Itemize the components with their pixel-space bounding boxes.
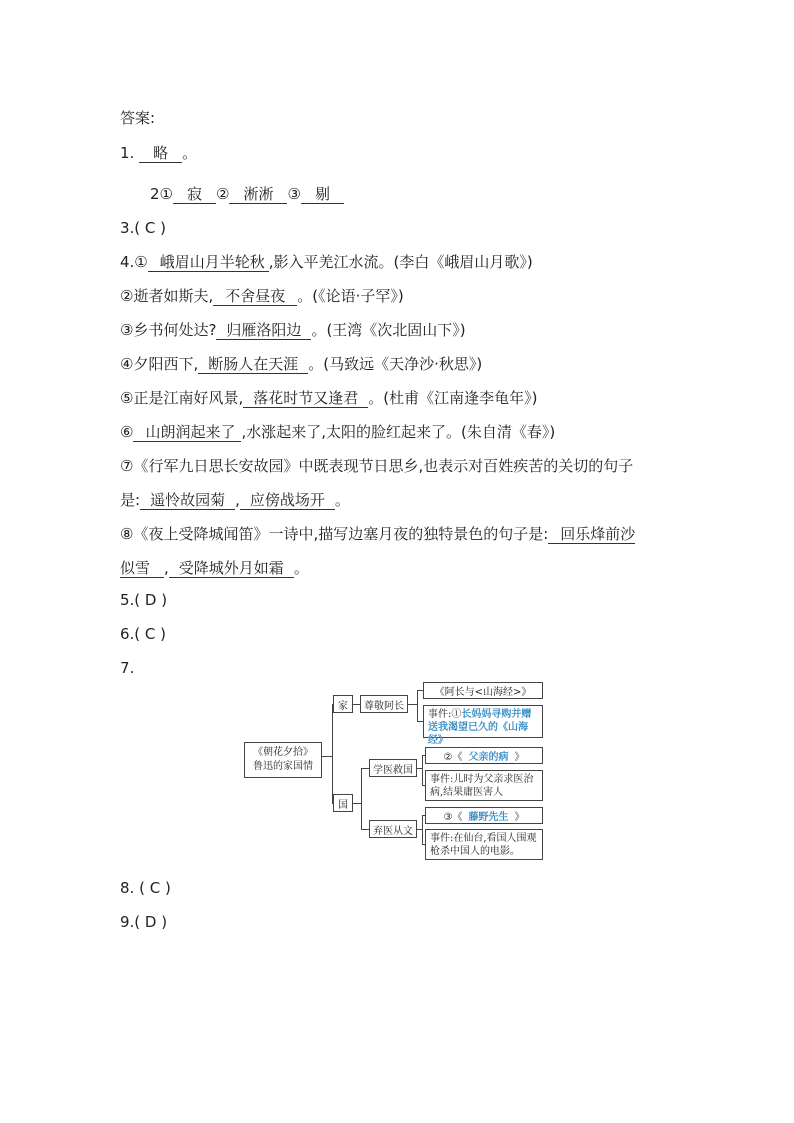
b2-highlight: 长妈妈寻购并赠送我渴望已久的《山海经》 — [428, 709, 532, 746]
q1-end: 。 — [182, 144, 198, 162]
q2-answer-3: 剔 — [301, 186, 344, 204]
q2-marker-3: ③ — [287, 185, 301, 203]
q4-l6-suffix: ,水涨起来了,太阳的脸红起来了。(朱自清《春》) — [241, 423, 556, 441]
q4-l10-answer-1: 似雪 — [120, 560, 164, 578]
q4-l9-prefix: ⑧《夜上受降城闻笛》一诗中,描写边塞月夜的独特景色的句子是: — [120, 525, 549, 543]
root-vertical — [332, 704, 333, 803]
q4-l5-prefix: ⑤正是江南好风景, — [120, 389, 244, 407]
q2-answer-2: 淅淅 — [229, 186, 287, 204]
b3-suffix: 》 — [514, 752, 525, 763]
q4-l8-prefix: 是: — [120, 491, 141, 509]
root-box — [244, 742, 322, 778]
q4-l4-answer: 断肠人在天涯 — [198, 356, 308, 374]
root-title: 《朝花夕拾》 — [253, 747, 313, 758]
q6-answer: 6.( C ) — [120, 625, 167, 643]
b5-suffix: 》 — [514, 812, 525, 823]
q4-l10-suffix: 。 — [293, 559, 309, 577]
q4-l9-answer: 回乐烽前沙 — [548, 526, 635, 544]
q4-l8-answer-2: 应傍战场开 — [240, 492, 335, 510]
q4-l1-suffix: ,影入平羌江水流。(李白《峨眉山月歌》) — [268, 253, 533, 271]
b3-box — [425, 747, 543, 764]
zunjing-vertical — [417, 690, 418, 722]
xueyi-box: 学医救国 — [369, 759, 417, 777]
q4-l10-answer-2: 受降城外月如霜 — [169, 560, 294, 578]
b5-highlight: 藤野先生 — [462, 808, 514, 824]
q4-l3-suffix: 。(王湾《次北固山下》) — [311, 321, 466, 339]
guo-box: 国 — [333, 794, 353, 812]
b2-box — [423, 705, 543, 746]
q4-l1-answer: 峨眉山月半轮秋 — [148, 254, 269, 272]
q4-l4-prefix: ④夕阳西下, — [120, 355, 199, 373]
b6-box: 事件:在仙台,看国人围观枪杀中国人的电影。 — [425, 829, 543, 860]
q4-l8-comma: , — [235, 491, 240, 509]
q4-l3-prefix: ③乡书何处达? — [120, 321, 217, 339]
jia-to-zunjing — [353, 704, 360, 705]
q9-answer: 9.( D ) — [120, 913, 168, 931]
q5-answer: 5.( D ) — [120, 591, 168, 609]
q4-l6-prefix: ⑥ — [120, 423, 134, 441]
b4-box: 事件:儿时为父亲求医治病,结果庸医害人 — [425, 770, 543, 801]
q4-l4-suffix: 。(马致远《天净沙·秋思》) — [308, 355, 483, 373]
q4-l1-prefix: 4.① — [120, 253, 148, 271]
q2-marker-2: ② — [216, 185, 230, 203]
b5-box — [425, 807, 543, 824]
q7-number: 7. — [120, 659, 135, 677]
q4-l5-answer: 落花时节又逢君 — [243, 390, 368, 408]
q4-l2-answer: 不舍昼夜 — [213, 288, 297, 306]
b3-highlight: 父亲的病 — [462, 748, 514, 764]
q4-line-7: ⑦《行军九日思长安故园》中既表现节日思乡,也表示对百姓疾苦的关切的句子 — [120, 457, 634, 475]
q2-number: 2① — [150, 185, 173, 203]
q2-answer-1: 寂 — [173, 186, 216, 204]
b3-prefix: ②《 — [443, 752, 463, 763]
q4-l8-answer-1: 遥怜故园菊 — [140, 492, 235, 510]
q1-answer: 略 — [139, 145, 182, 163]
jia-box: 家 — [333, 695, 353, 713]
q4-l2-prefix: ②逝者如斯夫, — [120, 287, 214, 305]
answer-heading: 答案: — [120, 109, 156, 127]
q8-answer: 8. ( C ) — [120, 879, 171, 897]
q4-l6-answer: 山朗润起来了 — [133, 424, 241, 442]
q4-l2-suffix: 。(《论语·子罕》) — [297, 287, 404, 305]
q3-answer: 3.( C ) — [120, 219, 167, 237]
zunjing-box: 尊敬阿长 — [360, 695, 408, 713]
qiyi-box: 弃医从文 — [369, 820, 417, 838]
q4-l8-suffix: 。 — [334, 491, 350, 509]
q1-number: 1. — [120, 144, 135, 162]
qiyi-vertical — [422, 815, 423, 845]
q4-l3-answer: 归雁洛阳边 — [216, 322, 311, 340]
guo-vertical — [361, 768, 362, 829]
b1-box: 《阿长与<山海经>》 — [423, 682, 543, 699]
b2-prefix: 事件:① — [428, 709, 462, 720]
xueyi-vertical — [422, 755, 423, 786]
b5-prefix: ③《 — [443, 812, 463, 823]
q4-l5-suffix: 。(杜甫《江南逢李龟年》) — [368, 389, 538, 407]
q4-l10-comma: , — [164, 559, 169, 577]
root-subtitle: 鲁迅的家国情 — [253, 761, 313, 772]
